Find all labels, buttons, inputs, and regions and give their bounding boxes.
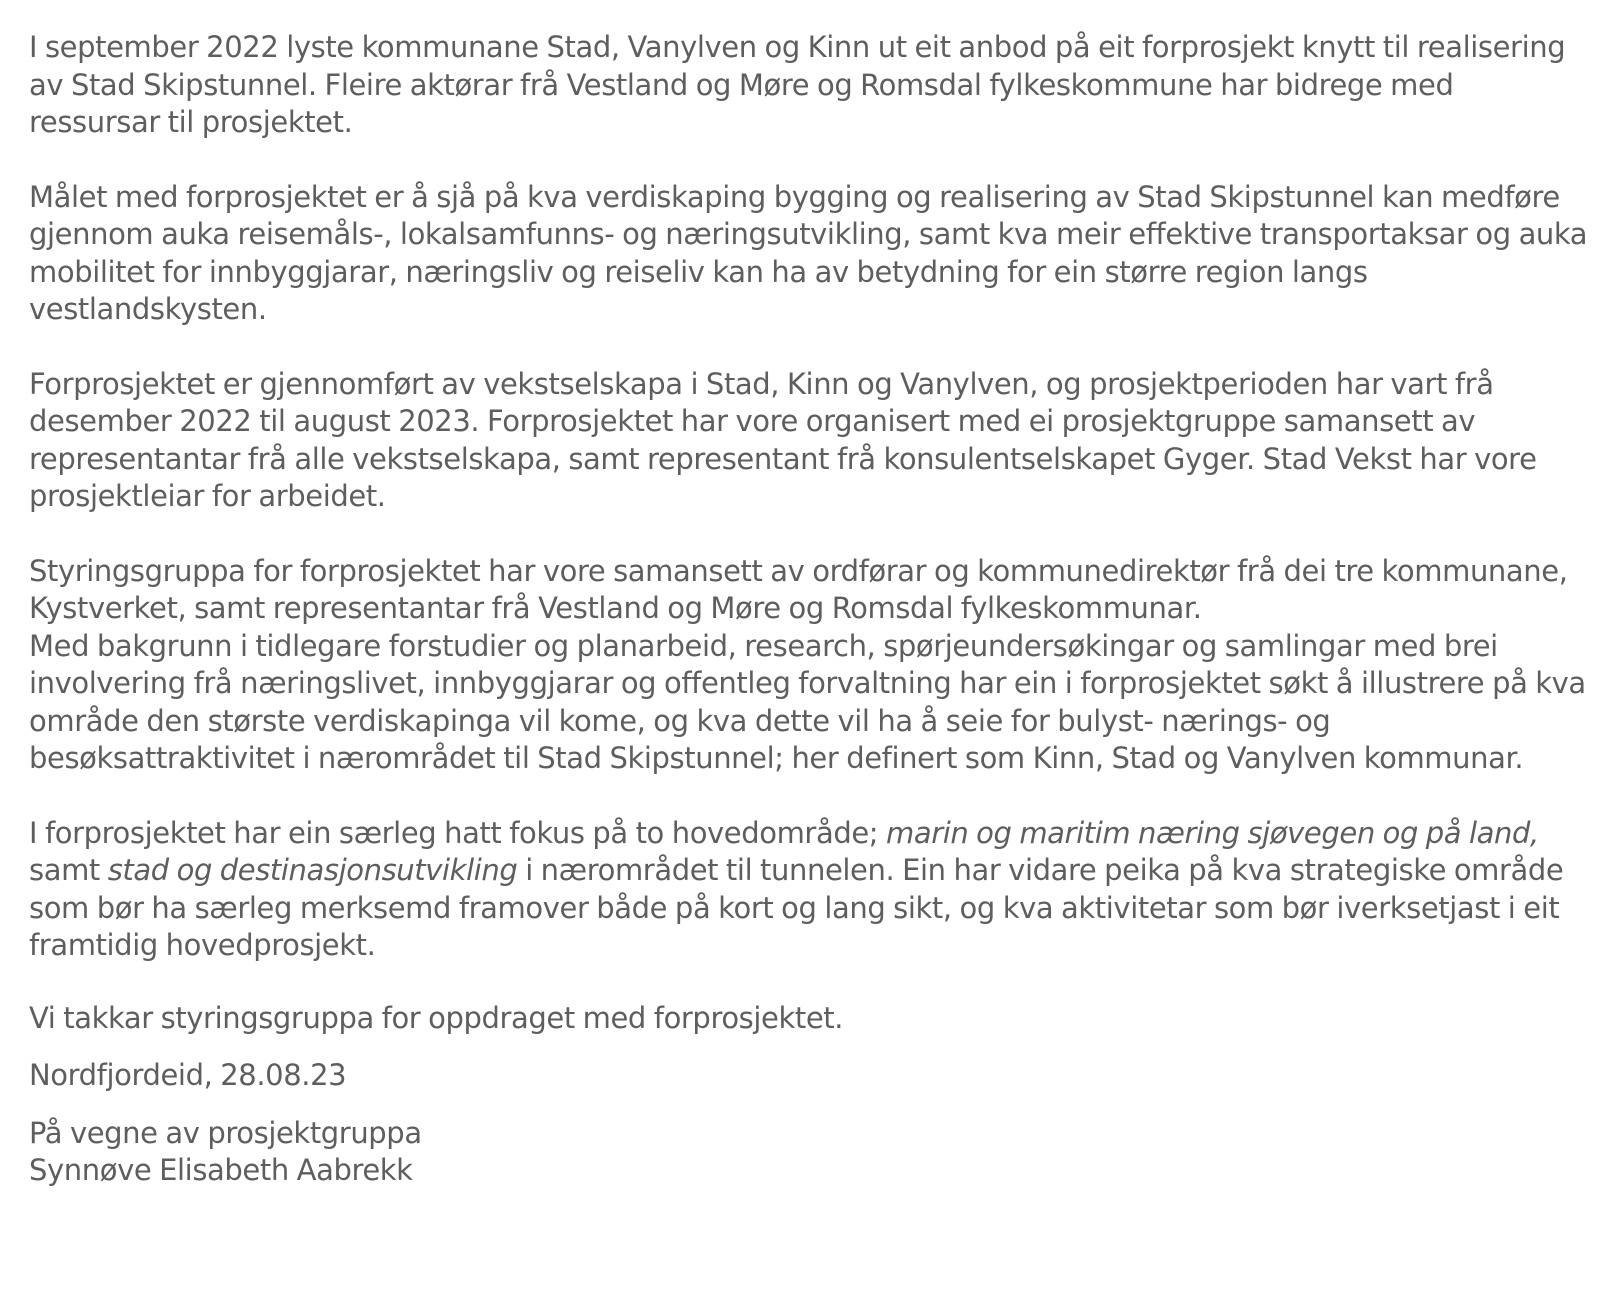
document-body	[29, 29, 1589, 1190]
paragraph-thanks: Vi takkar styringsgruppa for oppdraget med forprosjektet.	[29, 1000, 844, 1035]
focus-text-3: i nærområdet til tunnelen. Ein har vidare peika på kva strategiske område som bør ha særleg merksemd framover både på kort og lang sikt, og kva aktivitetar som bør iverksetjast i eit framtidig hovedprosjekt.	[29, 853, 1564, 962]
paragraph-intro: I september 2022 lyste kommunane Stad, Vanylven og Kinn ut eit anbod på eit forprosjekt knytt til realisering av Stad Skipstunnel. Fleire aktørar frå Vestland og Møre og Romsdal fylkeskommune har bidrege med ressursar til prosjektet.	[29, 30, 1566, 139]
signoff-name: Synnøve Elisabeth Aabrekk	[29, 1153, 413, 1187]
paragraph-steering-group: Styringsgruppa for forprosjektet har vore samansett av ordførar og kommunedirektør frå dei tre kommunane, Kystverket, samt representantar frå Vestland og Møre og Romsdal fylkeskommunar.	[29, 553, 1568, 625]
paragraph-background: Med bakgrunn i tidlegare forstudier og planarbeid, research, spørjeundersøkingar og samlingar med brei involvering frå næringslivet, innbyggjarar og offentleg forvaltning har ein i forprosjektet søkt å illustrere på kva område den største verdiskapinga vil kome, og kva dette vil ha å seie for bulyst- nærings- og besøksattraktivitet i nærområdet til Stad Skipstunnel; her definert som Kinn, Stad og Vanylven kommunar.	[29, 628, 1586, 775]
focus-italic-1: marin og maritim næring sjøvegen og på land,	[885, 815, 1539, 850]
place-date: Nordfjordeid, 28.08.23	[29, 1058, 347, 1092]
paragraph-goal: Målet med forprosjektet er å sjå på kva verdiskaping bygging og realisering av Stad Skipstunnel kan medføre gjennom auka reisemåls-, lokalsamfunns- og næringsutvikling, samt kva meir effektive transportaksar og auka mobilitet for innbyggjarar, næringsliv og reiseliv kan ha av betydning for ein større region langs vestlandskysten.	[29, 179, 1588, 326]
focus-italic-2: stad og destinasjonsutvikling	[107, 853, 518, 887]
paragraph-focus	[29, 815, 1589, 965]
focus-text-1: I forprosjektet har ein særleg hatt fokus på to hovedområde;	[29, 815, 886, 850]
focus-text-2: samt	[29, 853, 108, 887]
paragraph-execution: Forprosjektet er gjennomført av vekstselskapa i Stad, Kinn og Vanylven, og prosjektperioden har vart frå desember 2022 til august 2023. Forprosjektet har vore organisert med ei prosjektgruppe samansett av representantar frå alle vekstselskapa, samt representant frå konsulentselskapet Gyger. Stad Vekst har vore prosjektleiar for arbeidet.	[29, 366, 1537, 513]
signoff-line-1: På vegne av prosjektgruppa	[29, 1115, 422, 1150]
